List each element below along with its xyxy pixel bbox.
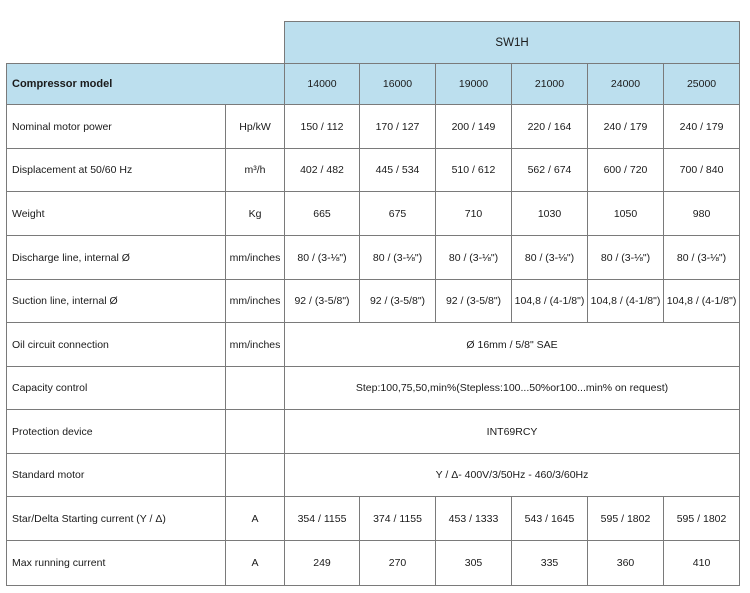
row-unit: Hp/kW — [226, 105, 285, 149]
row-value: 675 — [360, 192, 436, 236]
row-value: 562 / 674 — [512, 149, 588, 192]
row-value: 402 / 482 — [285, 149, 360, 192]
row-value: 410 — [664, 541, 740, 586]
row-unit — [226, 367, 285, 410]
row-merged-value: Y / Δ- 400V/3/50Hz - 460/3/60Hz — [285, 454, 740, 497]
row-value: 360 — [588, 541, 664, 586]
model-header-label: Compressor model — [7, 64, 285, 105]
row-label: Discharge line, internal Ø — [7, 236, 226, 280]
model-19000: 19000 — [436, 64, 512, 105]
row-value: 170 / 127 — [360, 105, 436, 149]
row-label: Oil circuit connection — [7, 323, 226, 367]
row-value: 445 / 534 — [360, 149, 436, 192]
row-value: 104,8 / (4-1/8") — [588, 280, 664, 323]
row-value: 80 / (3-⅛") — [285, 236, 360, 280]
spec-row — [7, 323, 740, 367]
model-21000: 21000 — [512, 64, 588, 105]
row-value: 270 — [360, 541, 436, 586]
row-unit: mm/inches — [226, 236, 285, 280]
row-merged-value: INT69RCY — [285, 410, 740, 454]
row-unit: Kg — [226, 192, 285, 236]
spec-row — [7, 280, 740, 323]
row-value: 595 / 1802 — [588, 497, 664, 541]
row-label: Capacity control — [7, 367, 226, 410]
row-value: 1030 — [512, 192, 588, 236]
row-value: 92 / (3-5/8") — [285, 280, 360, 323]
row-unit — [226, 454, 285, 497]
row-label: Standard motor — [7, 454, 226, 497]
row-value: 700 / 840 — [664, 149, 740, 192]
row-value: 510 / 612 — [436, 149, 512, 192]
row-value: 335 — [512, 541, 588, 586]
row-value: 92 / (3-5/8") — [360, 280, 436, 323]
row-value: 200 / 149 — [436, 105, 512, 149]
row-label: Nominal motor power — [7, 105, 226, 149]
row-value: 80 / (3-⅛") — [512, 236, 588, 280]
row-unit: A — [226, 497, 285, 541]
row-value: 80 / (3-⅛") — [360, 236, 436, 280]
spec-row — [7, 149, 740, 192]
row-value: 980 — [664, 192, 740, 236]
row-value: 220 / 164 — [512, 105, 588, 149]
spec-row — [7, 410, 740, 454]
row-unit — [226, 410, 285, 454]
row-label: Displacement at 50/60 Hz — [7, 149, 226, 192]
row-value: 150 / 112 — [285, 105, 360, 149]
spec-row — [7, 497, 740, 541]
model-header-row — [7, 64, 740, 105]
blank-corner — [7, 22, 285, 64]
row-label: Suction line, internal Ø — [7, 280, 226, 323]
series-row — [7, 22, 740, 64]
row-value: 240 / 179 — [664, 105, 740, 149]
row-value: 1050 — [588, 192, 664, 236]
spec-row — [7, 192, 740, 236]
row-label: Max running current — [7, 541, 226, 586]
row-value: 80 / (3-⅛") — [664, 236, 740, 280]
row-value: 354 / 1155 — [285, 497, 360, 541]
row-unit: mm/inches — [226, 323, 285, 367]
row-value: 240 / 179 — [588, 105, 664, 149]
model-16000: 16000 — [360, 64, 436, 105]
row-value: 374 / 1155 — [360, 497, 436, 541]
row-value: 92 / (3-5/8") — [436, 280, 512, 323]
row-value: 104,8 / (4-1/8") — [664, 280, 740, 323]
row-value: 710 — [436, 192, 512, 236]
row-value: 600 / 720 — [588, 149, 664, 192]
spec-row — [7, 541, 740, 586]
model-14000: 14000 — [285, 64, 360, 105]
row-value: 305 — [436, 541, 512, 586]
row-value: 249 — [285, 541, 360, 586]
row-merged-value: Step:100,75,50,min%(Stepless:100...50%or100...min% on request) — [285, 367, 740, 410]
spec-row — [7, 454, 740, 497]
row-label: Weight — [7, 192, 226, 236]
spec-table — [6, 21, 740, 586]
model-24000: 24000 — [588, 64, 664, 105]
model-25000: 25000 — [664, 64, 740, 105]
row-value: 104,8 / (4-1/8") — [512, 280, 588, 323]
row-unit: A — [226, 541, 285, 586]
spec-row — [7, 105, 740, 149]
row-value: 595 / 1802 — [664, 497, 740, 541]
spec-row — [7, 367, 740, 410]
row-value: 665 — [285, 192, 360, 236]
row-value: 80 / (3-⅛") — [588, 236, 664, 280]
row-label: Star/Delta Starting current (Y / Δ) — [7, 497, 226, 541]
row-label: Protection device — [7, 410, 226, 454]
row-value: 453 / 1333 — [436, 497, 512, 541]
series-name: SW1H — [285, 22, 740, 64]
row-unit: mm/inches — [226, 280, 285, 323]
row-unit: m³/h — [226, 149, 285, 192]
row-value: 80 / (3-⅛") — [436, 236, 512, 280]
row-value: 543 / 1645 — [512, 497, 588, 541]
row-merged-value: Ø 16mm / 5/8" SAE — [285, 323, 740, 367]
spec-row — [7, 236, 740, 280]
